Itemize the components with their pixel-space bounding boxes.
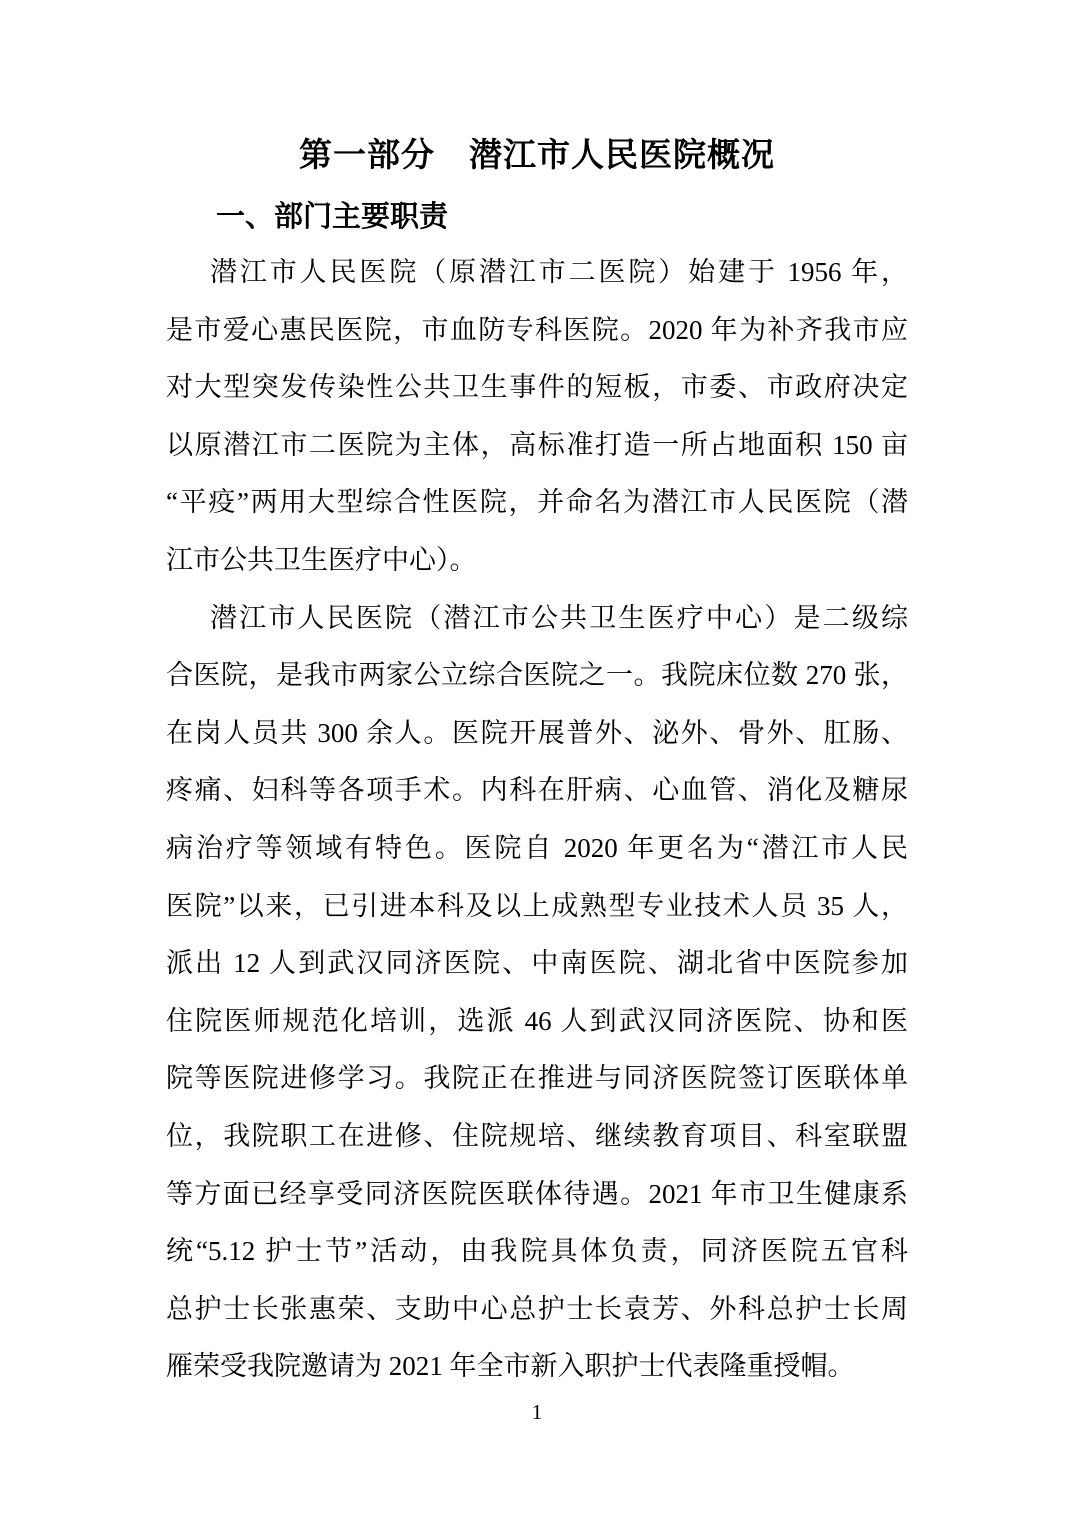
text-line: 疼痛、妇科等各项手术。内科在肝病、心血管、消化及糖尿 — [166, 775, 908, 806]
paragraphs — [166, 244, 908, 1396]
text-line: 院等医院进修学习。我院正在推进与同济医院签订医联体单 — [166, 1063, 908, 1094]
page-title: 第一部分 潜江市人民医院概况 — [299, 136, 775, 173]
text-line: 雁荣受我院邀请为 2021 年全市新入职护士代表隆重授帽。 — [166, 1351, 855, 1382]
section-heading: 一、部门主要职责 — [216, 201, 449, 233]
text-line: 医院”以来，已引进本科及以上成熟型专业技术人员 35 人， — [166, 890, 908, 921]
text-line: 病治疗等领域有特色。医院自 2020 年更名为“潜江市人民 — [166, 832, 908, 863]
text-line: 派出 12 人到武汉同济医院、中南医院、湖北省中医院参加 — [166, 948, 908, 979]
text-line: 统“5.12 护士节”活动，由我院具体负责，同济医院五官科 — [166, 1236, 908, 1267]
text-line: 是市爱心惠民医院，市血防专科医院。2020 年为补齐我市应 — [166, 314, 908, 345]
text-line: 潜江市人民医院（原潜江市二医院）始建于 1956 年， — [210, 257, 908, 287]
text-line: 在岗人员共 300 余人。医院开展普外、泌外、骨外、肛肠、 — [166, 717, 908, 748]
text-line: 合医院，是我市两家公立综合医院之一。我院床位数 270 张， — [166, 660, 908, 691]
text-line: 对大型突发传染性公共卫生事件的短板，市委、市政府决定 — [166, 372, 908, 403]
text-line: 以原潜江市二医院为主体，高标准打造一所占地面积 150 亩 — [166, 429, 908, 460]
text-line: 潜江市人民医院（潜江市公共卫生医疗中心）是二级综 — [210, 602, 908, 633]
text-line: 等方面已经享受同济医院医联体待遇。2021 年市卫生健康系 — [166, 1178, 908, 1209]
text-line: 总护士长张惠荣、支助中心总护士长袁芳、外科总护士长周 — [166, 1293, 908, 1324]
text-line: “平疫”两用大型综合性医院，并命名为潜江市人民医院（潜 — [166, 487, 908, 518]
text-line: 住院医师规范化培训，选派 46 人到武汉同济医院、协和医 — [166, 1005, 908, 1036]
paragraph — [166, 244, 908, 590]
text-line: 江市公共卫生医疗中心）。 — [166, 544, 477, 575]
paragraph — [166, 590, 908, 1396]
text-line: 位，我院职工在进修、住院规培、继续教育项目、科室联盟 — [166, 1120, 908, 1151]
page-number: 1 — [531, 1400, 543, 1424]
